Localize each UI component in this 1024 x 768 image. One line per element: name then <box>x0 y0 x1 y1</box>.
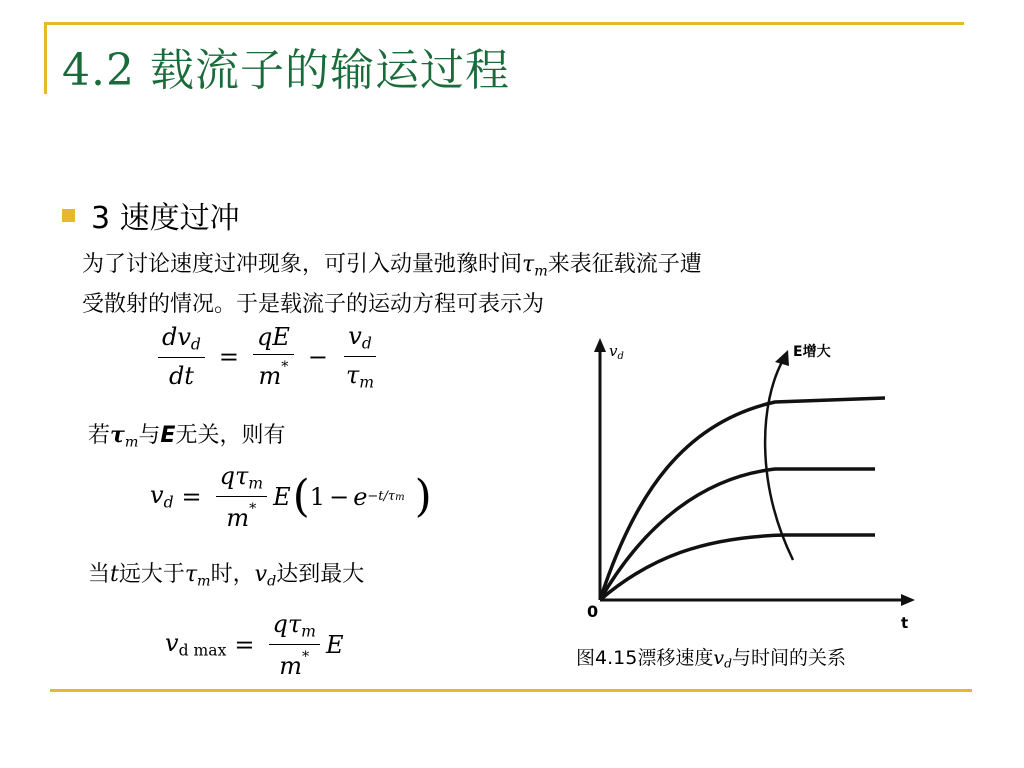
v-subscript: d <box>267 573 277 590</box>
eq-text: e <box>353 482 368 511</box>
when-text: 时， <box>210 562 255 587</box>
caption-text: 漂移速度 <box>637 647 714 669</box>
bottom-rule <box>50 689 972 692</box>
origin-label: 0 <box>587 602 599 621</box>
v-subscript: d <box>724 656 732 671</box>
eq-text: dv <box>162 323 191 352</box>
page-title: 4.2 载流子的输运过程 <box>62 45 510 96</box>
caption-text: 4.15 <box>595 647 638 669</box>
eq-text: d max <box>178 642 227 661</box>
caption-text: 图 <box>576 647 596 669</box>
y-axis-label: $v_d$ <box>609 342 624 362</box>
exponent-text: m <box>395 492 405 504</box>
minus-sign: − <box>307 342 329 371</box>
fraction-qtau-m <box>216 462 267 532</box>
eq-text: m <box>248 474 264 493</box>
eq-text: v <box>165 629 179 658</box>
section-title: 3 速度过冲 <box>91 201 240 236</box>
fraction-vd-tau <box>342 322 378 391</box>
e-increase-label: E增大 <box>793 344 831 360</box>
exponent-text: −t/τ <box>367 489 396 505</box>
paren-open: ( <box>292 471 310 523</box>
if-text: 无关，则有 <box>175 423 286 448</box>
section-heading <box>62 193 240 237</box>
intro-paragraph <box>82 248 702 322</box>
eq-text: dt <box>168 362 194 390</box>
equals-sign: = <box>234 630 255 659</box>
figure-caption <box>576 643 846 671</box>
eq-text: d <box>361 334 372 353</box>
eq-text: v <box>150 481 164 510</box>
fraction-dvdt <box>158 323 205 390</box>
eq-text: v <box>348 322 362 350</box>
minus-sign: − <box>329 482 350 511</box>
tau-subscript: m <box>124 434 139 451</box>
e-increase-arrow <box>765 360 793 560</box>
eq-text: m <box>279 651 302 680</box>
fraction-qE-m <box>253 323 294 390</box>
eq-text: d <box>190 336 201 354</box>
tau-subscript: m <box>534 263 548 280</box>
y-axis-arrow <box>594 338 606 352</box>
eq-text: * <box>302 648 310 665</box>
eq-text: qτ <box>219 462 249 490</box>
equation-motion <box>152 322 384 391</box>
tau-symbol: τ <box>110 422 125 448</box>
e-increase-arrowhead <box>775 350 789 366</box>
tau-symbol: τ <box>184 562 198 587</box>
drift-velocity-figure <box>575 332 920 632</box>
top-rule <box>44 22 964 25</box>
eq-text: τ <box>346 360 360 389</box>
if-line <box>88 418 285 459</box>
when-text: 当 <box>88 562 111 587</box>
paragraph-line-1 <box>82 248 702 288</box>
eq-text: m <box>258 362 282 391</box>
when-text: 达到最大 <box>276 562 365 587</box>
equals-sign: = <box>181 482 202 511</box>
when-line <box>88 558 364 598</box>
x-axis-arrow <box>901 594 915 606</box>
eq-text: m <box>226 503 250 532</box>
tau-symbol: τ <box>522 252 535 277</box>
eq-text: d <box>163 494 174 513</box>
eq-text: m <box>359 373 375 392</box>
paragraph-text: 来表征载流子遭 <box>547 252 702 277</box>
tau-subscript: m <box>197 573 211 590</box>
when-text: 远大于 <box>118 562 185 587</box>
if-text: 与 <box>138 423 161 448</box>
t-symbol: t <box>110 562 119 587</box>
eq-text: E <box>273 482 291 511</box>
left-rule <box>44 22 47 94</box>
caption-text: 与时间的关系 <box>731 647 846 669</box>
v-symbol: v <box>713 647 725 669</box>
x-axis-label: t <box>901 614 909 632</box>
eq-text: qτ <box>272 610 302 638</box>
if-text: 若 <box>88 423 111 448</box>
equation-vd <box>150 462 432 532</box>
field-symbol: E <box>160 423 176 448</box>
paragraph-text: 为了讨论速度过冲现象，可引入动量弛豫时间 <box>82 252 523 277</box>
eq-text: m <box>301 622 316 641</box>
equation-vdmax <box>165 610 343 680</box>
eq-text: 1 <box>309 482 326 511</box>
eq-text: * <box>281 359 289 376</box>
paragraph-line-2: 受散射的情况。于是载流子的运动方程可表示为 <box>82 292 545 318</box>
bullet-icon <box>62 209 75 222</box>
paren-close: ) <box>414 471 432 523</box>
eq-text: * <box>249 500 257 517</box>
equals-sign: = <box>218 342 240 371</box>
fraction-qtau-m <box>269 610 320 680</box>
eq-text: E <box>325 630 344 659</box>
v-symbol: v <box>254 562 268 587</box>
eq-text: qE <box>253 323 294 355</box>
